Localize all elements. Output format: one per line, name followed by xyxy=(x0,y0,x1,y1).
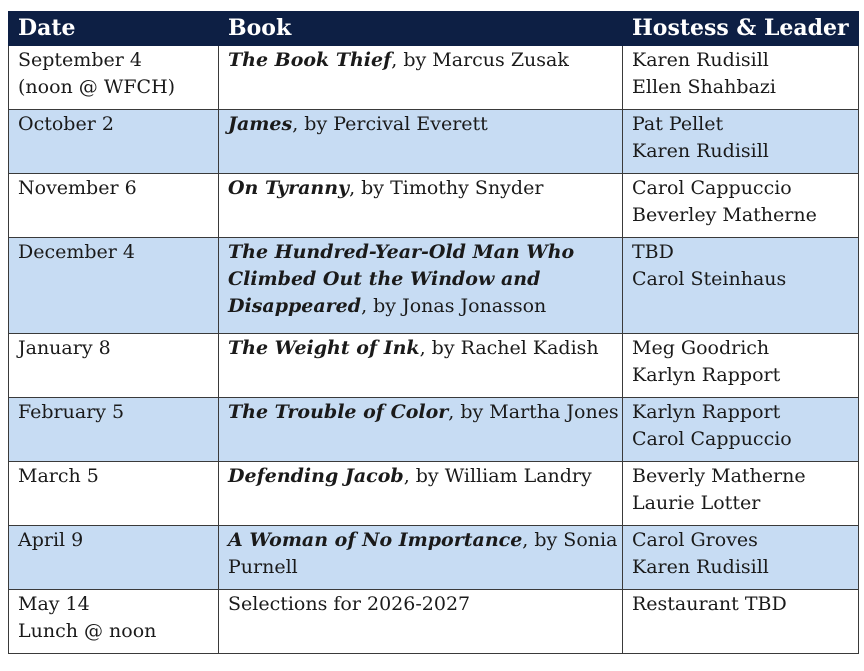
table-row xyxy=(9,46,859,110)
table-row xyxy=(9,334,859,398)
book-title: James xyxy=(228,113,293,135)
book-cell xyxy=(219,110,623,174)
host-name: Laurie Lotter xyxy=(632,492,761,514)
host-name: Carol Cappuccio xyxy=(632,428,792,450)
book-line xyxy=(228,293,616,320)
book-line xyxy=(228,47,616,74)
table-row xyxy=(9,590,859,654)
host-name: Karen Rudisill xyxy=(632,140,769,162)
date-line: May 14 xyxy=(18,593,90,615)
book-cell xyxy=(219,462,623,526)
book-author: , by Percival Everett xyxy=(292,113,488,135)
host-name: Ellen Shahbazi xyxy=(632,76,776,98)
host-cell xyxy=(623,238,859,334)
book-cell xyxy=(219,238,623,334)
date-line: October 2 xyxy=(18,113,114,135)
book-line xyxy=(228,335,616,362)
book-author: Selections for 2026-2027 xyxy=(228,593,471,615)
host-name: Meg Goodrich xyxy=(632,337,770,359)
host-cell xyxy=(623,590,859,654)
host-cell xyxy=(623,46,859,110)
date-cell xyxy=(9,334,219,398)
book-line xyxy=(228,239,616,266)
book-author: , by Sonia xyxy=(522,529,618,551)
book-cell xyxy=(219,526,623,590)
book-line xyxy=(228,399,619,426)
table-body xyxy=(9,46,859,654)
book-line xyxy=(228,111,616,138)
date-cell xyxy=(9,46,219,110)
date-cell xyxy=(9,174,219,238)
table-row xyxy=(9,238,859,334)
date-cell xyxy=(9,526,219,590)
book-line xyxy=(228,175,616,202)
book-title: The Trouble of Color xyxy=(228,401,449,423)
column-header-book: Book xyxy=(219,12,623,46)
table-row xyxy=(9,174,859,238)
book-line xyxy=(228,554,616,581)
book-title: Climbed Out the Window and xyxy=(228,268,541,290)
host-name: Carol Steinhaus xyxy=(632,268,787,290)
book-cell xyxy=(219,46,623,110)
date-line: March 5 xyxy=(18,465,99,487)
host-cell xyxy=(623,110,859,174)
book-title: On Tyranny xyxy=(228,177,350,199)
book-cell xyxy=(219,334,623,398)
host-name: Beverly Matherne xyxy=(632,465,806,487)
date-line: February 5 xyxy=(18,401,125,423)
table-row xyxy=(9,110,859,174)
host-name: Pat Pellet xyxy=(632,113,724,135)
date-cell xyxy=(9,398,219,462)
host-cell xyxy=(623,334,859,398)
host-cell xyxy=(623,174,859,238)
book-author: , by Martha Jones xyxy=(448,401,619,423)
date-cell xyxy=(9,590,219,654)
book-line xyxy=(228,527,616,554)
column-header-host: Hostess & Leader xyxy=(623,12,859,46)
book-title: Disappeared xyxy=(228,295,362,317)
date-line: Lunch @ noon xyxy=(18,620,157,642)
book-cell xyxy=(219,174,623,238)
date-line: December 4 xyxy=(18,241,135,263)
date-line: January 8 xyxy=(18,337,111,359)
book-club-schedule-table xyxy=(8,11,859,654)
table-header-row xyxy=(9,12,859,46)
date-line: (noon @ WFCH) xyxy=(18,76,176,98)
book-title: The Book Thief xyxy=(228,49,392,71)
host-cell xyxy=(623,462,859,526)
host-name: Carol Cappuccio xyxy=(632,177,792,199)
table-row xyxy=(9,462,859,526)
book-line xyxy=(228,591,616,618)
date-line: November 6 xyxy=(18,177,137,199)
book-author: , by Jonas Jonasson xyxy=(361,295,547,317)
book-line xyxy=(228,463,616,490)
book-cell xyxy=(219,590,623,654)
date-cell xyxy=(9,462,219,526)
host-cell xyxy=(623,526,859,590)
host-name: Karlyn Rapport xyxy=(632,401,781,423)
date-line: September 4 xyxy=(18,49,142,71)
book-cell xyxy=(219,398,623,462)
book-title: The Weight of Ink xyxy=(228,337,420,359)
host-name: Carol Groves xyxy=(632,529,758,551)
book-title: Defending Jacob xyxy=(228,465,404,487)
host-name: Karen Rudisill xyxy=(632,556,769,578)
host-name: Karen Rudisill xyxy=(632,49,769,71)
book-line xyxy=(228,266,616,293)
host-name: Beverley Matherne xyxy=(632,204,817,226)
book-author: , by Timothy Snyder xyxy=(349,177,544,199)
table-row xyxy=(9,526,859,590)
host-name: Karlyn Rapport xyxy=(632,364,781,386)
book-title: The Hundred-Year-Old Man Who xyxy=(228,241,575,263)
table-row xyxy=(9,398,859,462)
host-cell xyxy=(623,398,859,462)
column-header-date: Date xyxy=(9,12,219,46)
date-line: April 9 xyxy=(18,529,84,551)
book-title: A Woman of No Importance xyxy=(228,529,523,551)
book-author: , by Marcus Zusak xyxy=(391,49,569,71)
book-author: , by William Landry xyxy=(403,465,592,487)
book-author: , by Rachel Kadish xyxy=(419,337,599,359)
host-name: Restaurant TBD xyxy=(632,593,787,615)
host-name: TBD xyxy=(632,241,674,263)
date-cell xyxy=(9,110,219,174)
date-cell xyxy=(9,238,219,334)
book-author: Purnell xyxy=(228,556,298,578)
